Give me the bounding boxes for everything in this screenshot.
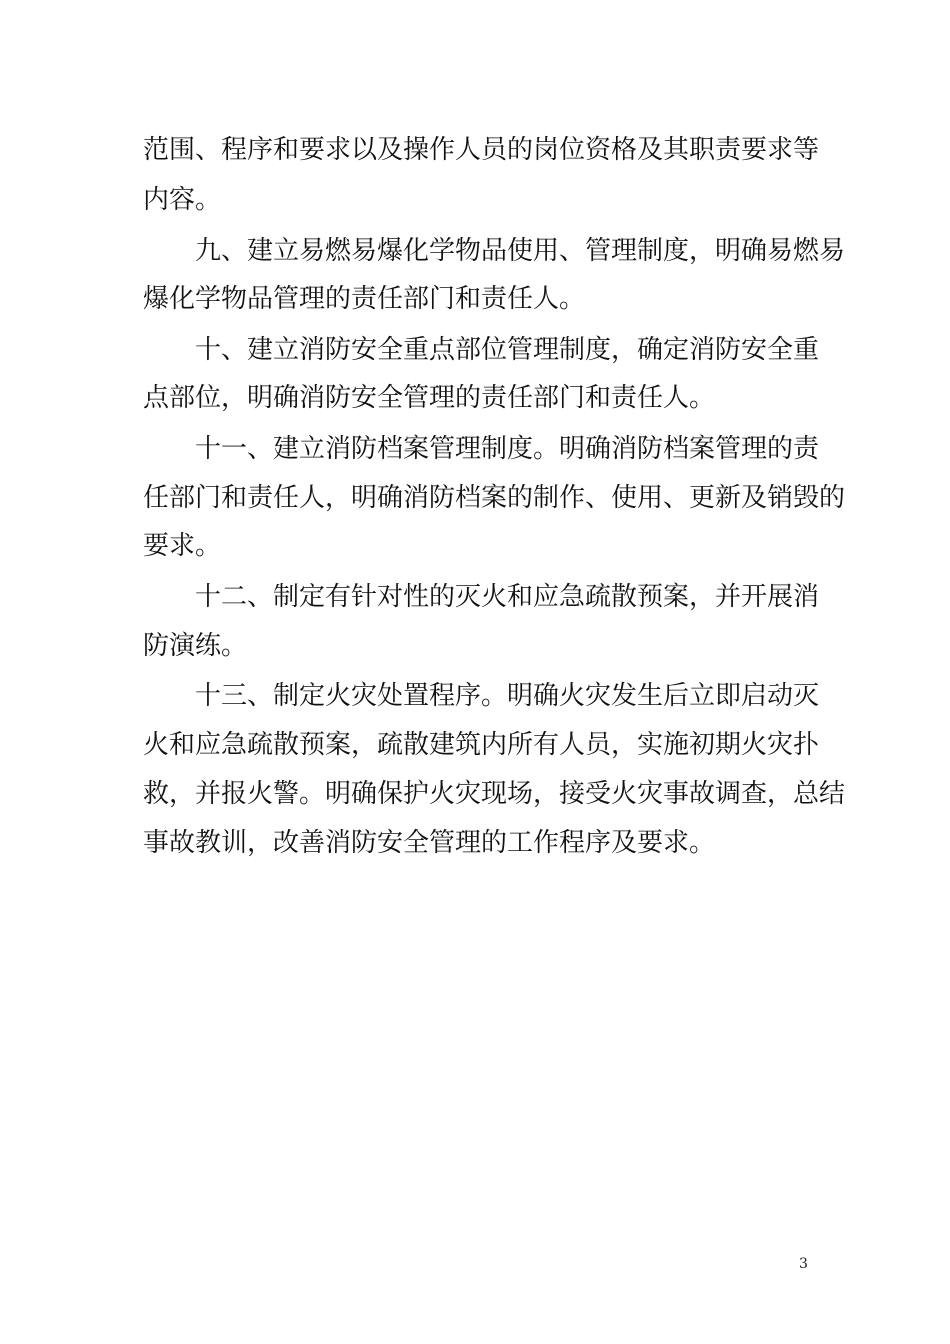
line-text: 范围、程序和要求以及操作人员的岗位资格及其职责要求等 [143, 135, 820, 165]
paragraph-line [0, 823, 950, 863]
paragraph-line [0, 180, 950, 220]
line-text: 十三、制定火灾处置程序。明确火灾发生后立即启动灭 [195, 681, 820, 711]
paragraph-line [0, 130, 950, 170]
line-text: 十、建立消防安全重点部位管理制度，确定消防安全重 [195, 335, 820, 365]
paragraph-line [0, 526, 950, 566]
paragraph-line [0, 577, 950, 617]
line-text: 事故教训，改善消防安全管理的工作程序及要求。 [143, 828, 716, 858]
paragraph-line [0, 330, 950, 370]
line-text: 救，并报火警。明确保护火灾现场，接受火灾事故调查，总结 [143, 779, 846, 809]
paragraph-line [0, 231, 950, 271]
line-text: 任部门和责任人，明确消防档案的制作、使用、更新及销毁的 [143, 483, 846, 513]
line-text: 爆化学物品管理的责任部门和责任人。 [143, 284, 586, 314]
paragraph-line [0, 429, 950, 469]
line-text: 十一、建立消防档案管理制度。明确消防档案管理的责 [195, 434, 820, 464]
line-text: 内容。 [143, 185, 222, 215]
paragraph-line [0, 378, 950, 418]
line-text: 十二、制定有针对性的灭火和应急疏散预案，并开展消 [195, 582, 820, 612]
paragraph-line [0, 626, 950, 666]
paragraph-line [0, 676, 950, 716]
paragraph-line [0, 279, 950, 319]
line-text: 要求。 [143, 531, 222, 561]
paragraph-line [0, 725, 950, 765]
paragraph-line [0, 478, 950, 518]
page-number: 3 [799, 1256, 808, 1272]
line-text: 防演练。 [143, 631, 248, 661]
line-text: 点部位，明确消防安全管理的责任部门和责任人。 [143, 383, 716, 413]
paragraph-line [0, 774, 950, 814]
line-text: 火和应急疏散预案，疏散建筑内所有人员，实施初期火灾扑 [143, 730, 820, 760]
line-text: 九、建立易燃易爆化学物品使用、管理制度，明确易燃易 [195, 236, 846, 266]
